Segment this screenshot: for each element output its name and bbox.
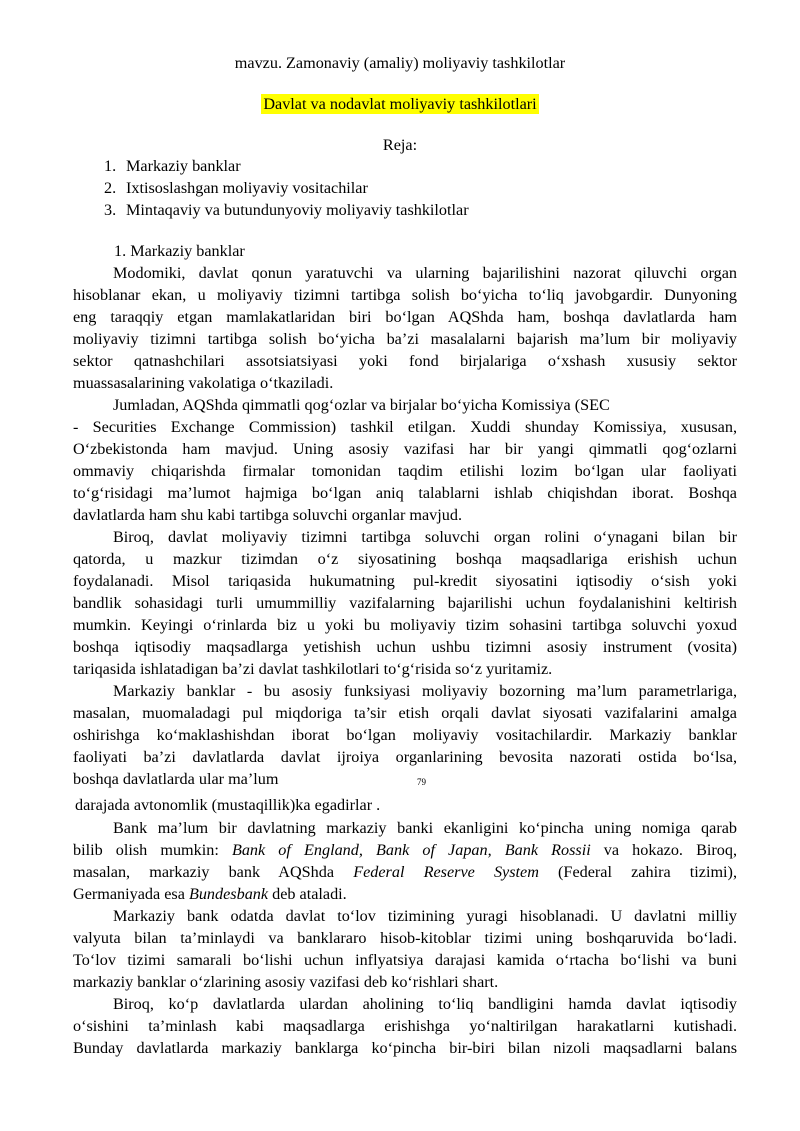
text-line: oshirishga ko‘maklashishdan iborat bo‘lgan moliyaviy vositachilardir. Markaziy banklar <box>73 726 737 744</box>
text-line: bilib olish mumkin: Bank of England, Bank of Japan, Bank Rossii va hokazo. Biroq, <box>73 841 737 859</box>
text-line: masalan, markaziy bank AQShda Federal Reserve System (Federal zahira tizimi), <box>73 863 737 881</box>
text-line: o‘sishini ta’minlash kabi maqsadlarga erishishga yo‘naltirilgan harakatlarni kutishadi. <box>73 1017 737 1035</box>
text-line: davlatlarda ham shu kabi tartibga soluvchi organlar mavjud. <box>73 506 462 524</box>
text-line: hisoblanar ekan, u moliyaviy tizimni tartibga solish bo‘yicha to‘liq javobgardir. Dunyoning <box>73 286 737 304</box>
heading-highlight: Davlat va nodavlat moliyaviy tashkilotlari <box>263 95 537 113</box>
text-line: Markaziy banklar - bu asosiy funksiyasi moliyaviy bozorning ma’lum parametrlariga, <box>113 682 737 700</box>
section-title: 1. Markaziy banklar <box>114 242 245 260</box>
text-line: ommaviy chiqarishda firmalar tomonidan taqdim etilishi lozim bo‘lgan ular faoliyati <box>73 462 737 480</box>
text-line: moliyaviy tizimni tartibga solish bo‘yicha ba’zi masalalarni bajarish ma’lum bir moliyaviy <box>73 330 737 348</box>
italic-bundesbank: Bundesbank <box>188 885 269 903</box>
text-line: markaziy banklar o‘zlarining asosiy vazifasi deb ko‘rishlari shart. <box>73 973 499 991</box>
text-line: Bank ma’lum bir davlatning markaziy banki ekanligini ko‘pincha uning nomiga qarab <box>113 819 737 837</box>
text-line: boshqa iqtisodiy maqsadlarga yetishish uchun ushbu tizimni asosiy instrument (vosita) <box>73 638 737 656</box>
text-line: darajada avtonomlik (mustaqillik)ka egadirlar . <box>75 796 381 814</box>
italic-bank-names: Bank of England, Bank of Japan, Bank Rossii <box>231 841 591 859</box>
text-line: foydalanadi. Misol tariqasida hukumatning pul-kredit siyosatini iqtisodiy o‘sish yoki <box>73 572 737 590</box>
text-line: sektor qatnashchilari assotsiatsiyasi yoki fond birjalariga o‘xshash xususiy sektor <box>73 352 737 370</box>
text-line: muassasalarining vakolatiga o‘tkaziladi. <box>73 374 334 392</box>
italic-fed-name: Federal Reserve System <box>353 863 539 881</box>
text-line: mumkin. Keyingi o‘rinlarda biz u yoki bu moliyaviy tizim sohasini tartibga soluvchi yoxud <box>73 616 737 634</box>
text-line: Modomiki, davlat qonun yaratuvchi va ularning bajarilishini nazorat qiluvchi organ <box>113 264 737 282</box>
heading <box>0 93 800 115</box>
text-line: bandlik sohasidagi turli umummilliy vazifalarning bajarilishi uchun foydalanishini keltirish <box>73 594 737 612</box>
text-line: To‘lov tizimi samarali bo‘lishi uchun inflyatsiya darajasi kamida o‘rtacha bo‘lishi va buni <box>73 951 737 969</box>
text-line: boshqa davlatlarda ular ma’lum <box>73 770 279 788</box>
plan-item-3: 3. Mintaqaviy va butundunyoviy moliyaviy tashkilotlar <box>104 201 469 219</box>
text-line: eng taraqqiy etgan mamlakatlaridan biri bo‘lgan AQShda ham, boshqa davlatlarda ham <box>73 308 737 326</box>
footnote-marker: 79 <box>417 777 426 787</box>
plan-item-1: 1. Markaziy banklar <box>104 157 241 175</box>
text-line: valyuta bilan ta’minlaydi va banklararo hisob-kitoblar tizimi uning boshqaruvida bo‘ladi. <box>73 929 737 947</box>
text-line: Germaniyada esa Bundesbank deb ataladi. <box>73 885 347 903</box>
text-line: Biroq, davlat moliyaviy tizimni tartibga soluvchi organ rolini o‘ynagani bilan bir <box>113 528 737 546</box>
text-line: Biroq, ko‘p davlatlarda ulardan aholining to‘liq bandligini hamda davlat iqtisodiy <box>113 995 737 1013</box>
text-line: O‘zbekistonda ham mavjud. Uning asosiy vazifasi har bir yangi qimmatli qog‘ozlarni <box>73 440 737 458</box>
text-line: Markaziy bank odatda davlat to‘lov tizimining yuragi hisoblanadi. U davlatni milliy <box>113 907 737 925</box>
plan-item-2: 2. Ixtisoslashgan moliyaviy vositachilar <box>104 179 368 197</box>
topic-line: mavzu. Zamonaviy (amaliy) moliyaviy tashkilotlar <box>234 54 566 72</box>
text-line: Bunday davlatlarda markaziy banklarga ko‘pincha bir-biri bilan nizoli maqsadlarni balans <box>73 1039 737 1057</box>
text-line: masalan, muomaladagi pul miqdoriga ta’sir etish orqali davlat siyosati vazifalarini amalga <box>73 704 737 722</box>
text-line: to‘g‘risidagi ma’lumot hajmiga bo‘lgan aniq talablarni ishlab chiqishdan iborat. Boshqa <box>73 484 737 502</box>
text-line: faoliyati ba’zi davlatlarda davlat ijroiya organlarining bevosita nazorati ostida bo‘lsa, <box>73 748 737 766</box>
text-line: tariqasida ishlatadigan ba’zi davlat tashkilotlari to‘g‘risida so‘z yuritamiz. <box>73 660 553 678</box>
text-line: Jumladan, AQShda qimmatli qog‘ozlar va birjalar bo‘yicha Komissiya (SEC <box>113 396 610 414</box>
text-line: qatorda, u mazkur tizimdan o‘z siyosatining boshqa maqsadlariga erishish uchun <box>73 550 737 568</box>
plan-title: Reja: <box>382 136 418 154</box>
text-line: - Securities Exchange Commission) tashkil etilgan. Xuddi shunday Komissiya, xususan, <box>73 418 737 436</box>
